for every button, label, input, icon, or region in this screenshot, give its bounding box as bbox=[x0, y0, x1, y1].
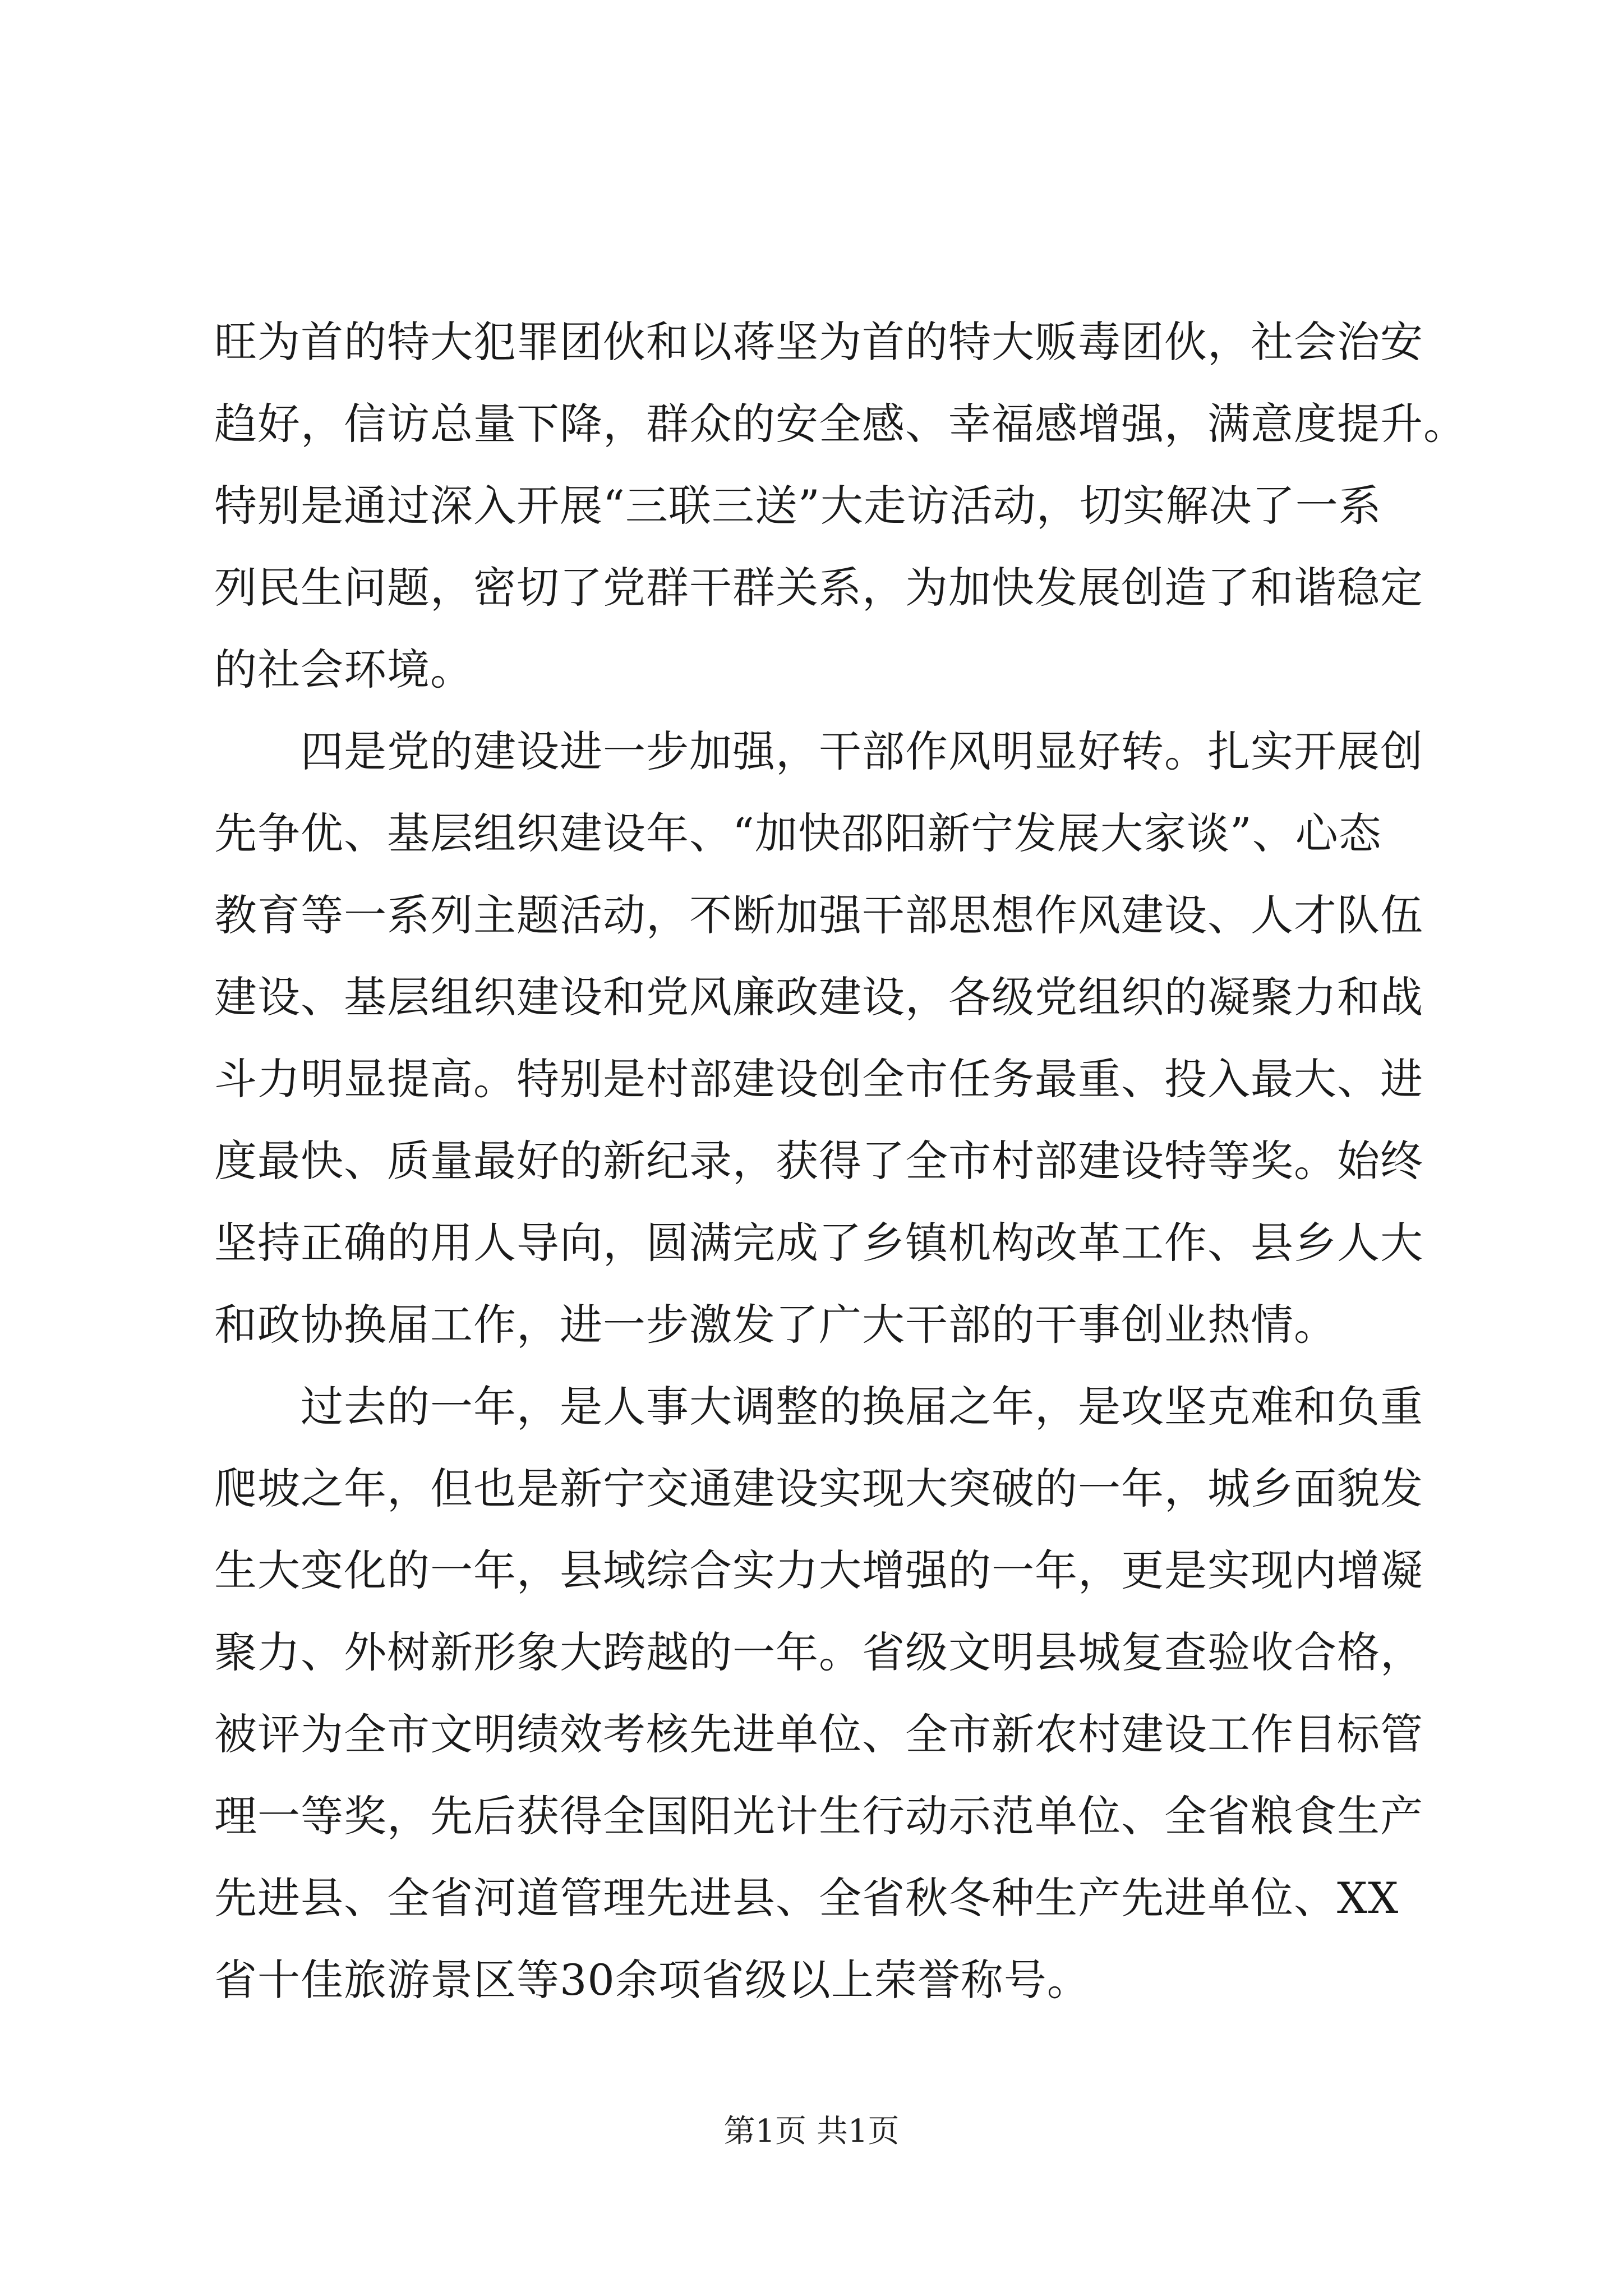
text-line: 特别是通过深入开展“三联三送”大走访活动，切实解决了一系 bbox=[214, 481, 1382, 531]
text-line: 四是党的建设进一步加强，干部作风明显好转。扎实开展创 bbox=[214, 726, 1423, 776]
text-line: 理一等奖，先后获得全国阳光计生行动示范单位、全省粮食生产 bbox=[214, 1791, 1423, 1841]
text-line: 列民生问题，密切了党群干群关系，为加快发展创造了和谐稳定 bbox=[214, 563, 1423, 613]
text-line: 聚力、外树新形象大跨越的一年。省级文明县城复查验收合格， bbox=[214, 1627, 1423, 1677]
text-line: 旺为首的特大犯罪团伙和以蒋坚为首的特大贩毒团伙，社会治安 bbox=[214, 317, 1423, 367]
text-line: 的社会环境。 bbox=[214, 645, 473, 694]
text-line: 建设、基层组织建设和党风廉政建设，各级党组织的凝聚力和战 bbox=[214, 972, 1423, 1022]
text-line: 先进县、全省河道管理先进县、全省秋冬种生产先进单位、XX bbox=[214, 1873, 1399, 1923]
page-footer: 第1页 共1页 bbox=[723, 2113, 900, 2150]
text-line: 斗力明显提高。特别是村部建设创全市任务最重、投入最大、进 bbox=[214, 1054, 1423, 1104]
text-line: 度最快、质量最好的新纪录，获得了全市村部建设特等奖。始终 bbox=[214, 1136, 1423, 1186]
text-line: 生大变化的一年，县域综合实力大增强的一年，更是实现内增凝 bbox=[214, 1545, 1423, 1595]
text-line: 趋好，信访总量下降，群众的安全感、幸福感增强，满意度提升。 bbox=[214, 399, 1467, 449]
text-line: 和政协换届工作，进一步激发了广大干部的干事创业热情。 bbox=[214, 1300, 1337, 1350]
text-line: 教育等一系列主题活动，不断加强干部思想作风建设、人才队伍 bbox=[214, 890, 1423, 940]
text-line: 省十佳旅游景区等30余项省级以上荣誉称号。 bbox=[214, 1955, 1090, 2005]
text-line: 过去的一年，是人事大调整的换届之年，是攻坚克难和负重 bbox=[214, 1382, 1423, 1432]
text-line: 坚持正确的用人导向，圆满完成了乡镇机构改革工作、县乡人大 bbox=[214, 1218, 1423, 1268]
text-line: 被评为全市文明绩效考核先进单位、全市新农村建设工作目标管 bbox=[214, 1709, 1423, 1759]
text-line: 爬坡之年，但也是新宁交通建设实现大突破的一年，城乡面貌发 bbox=[214, 1464, 1423, 1513]
text-line: 先争优、基层组织建设年、“加快邵阳新宁发展大家谈”、心态 bbox=[214, 808, 1382, 858]
